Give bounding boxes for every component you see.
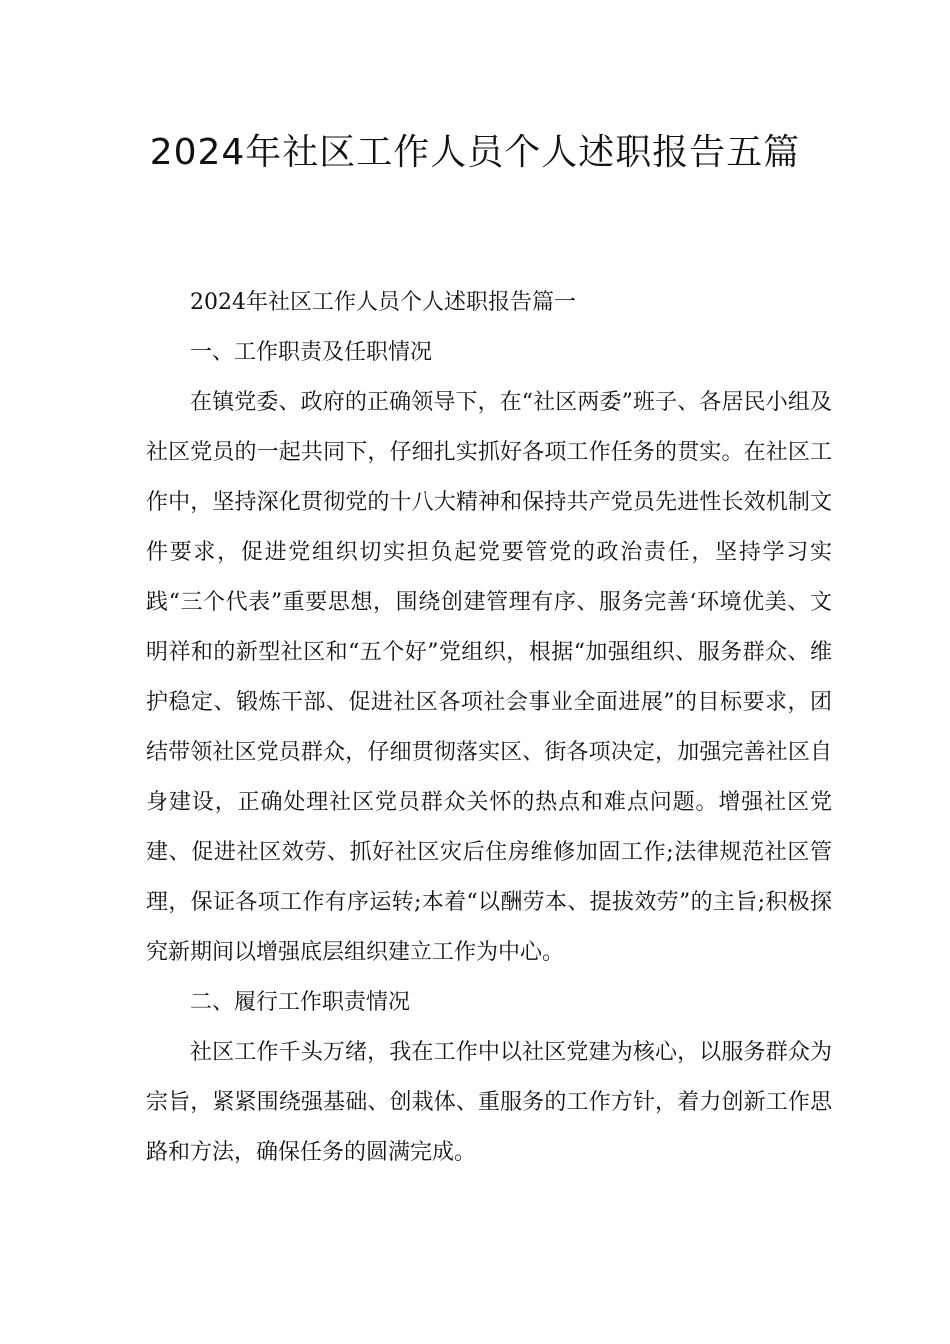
section-heading: 2024年社区工作人员个人述职报告篇一 bbox=[190, 290, 576, 315]
document-title: 2024年社区工作人员个人述职报告五篇 bbox=[149, 132, 801, 173]
body-paragraph: 社区工作千头万绪，我在工作中以社区党建为核心，以服务群众为宗旨，紧紧围绕强基础、创栽体、重服务的工作方针，着力创新工作思路和方法，确保任务的圆满完成。 bbox=[146, 1040, 832, 1165]
subsection-heading: 一、工作职责及任职情况 bbox=[190, 340, 433, 365]
subsection-heading: 二、履行工作职责情况 bbox=[190, 990, 411, 1015]
body-paragraph: 在镇党委、政府的正确领导下，在“社区两委”班子、各居民小组及社区党员的一起共同下，仔细扎实抓好各项工作任务的贯实。在社区工作中，坚持深化贯彻党的十八大精神和保持共产党员先进性长效机制文件要求，促进党组织切实担负起党要管党的政治责任，坚持学习实践“三个代表”重要思想，围绕创建管理有序、服务完善‘环境优美、文明祥和的新型社区和“五个好”党组织，根据“加强组织、服务群众、维护稳定、锻炼干部、促进社区各项社会事业全面进展”的目标要求，团结带领社区党员群众，仔细贯彻落实区、街各项决定，加强完善社区自身建设，正确处理社区党员群众关怀的热点和难点问题。增强社区党建、促进社区效劳、抓好社区灾后住房维修加固工作;法律规范社区管理，保证各项工作有序运转;本着“以酬劳本、提拔效劳”的主旨;积极探究新期间以增强底层组织建立工作为中心。 bbox=[146, 390, 832, 965]
document-body bbox=[146, 278, 832, 1178]
